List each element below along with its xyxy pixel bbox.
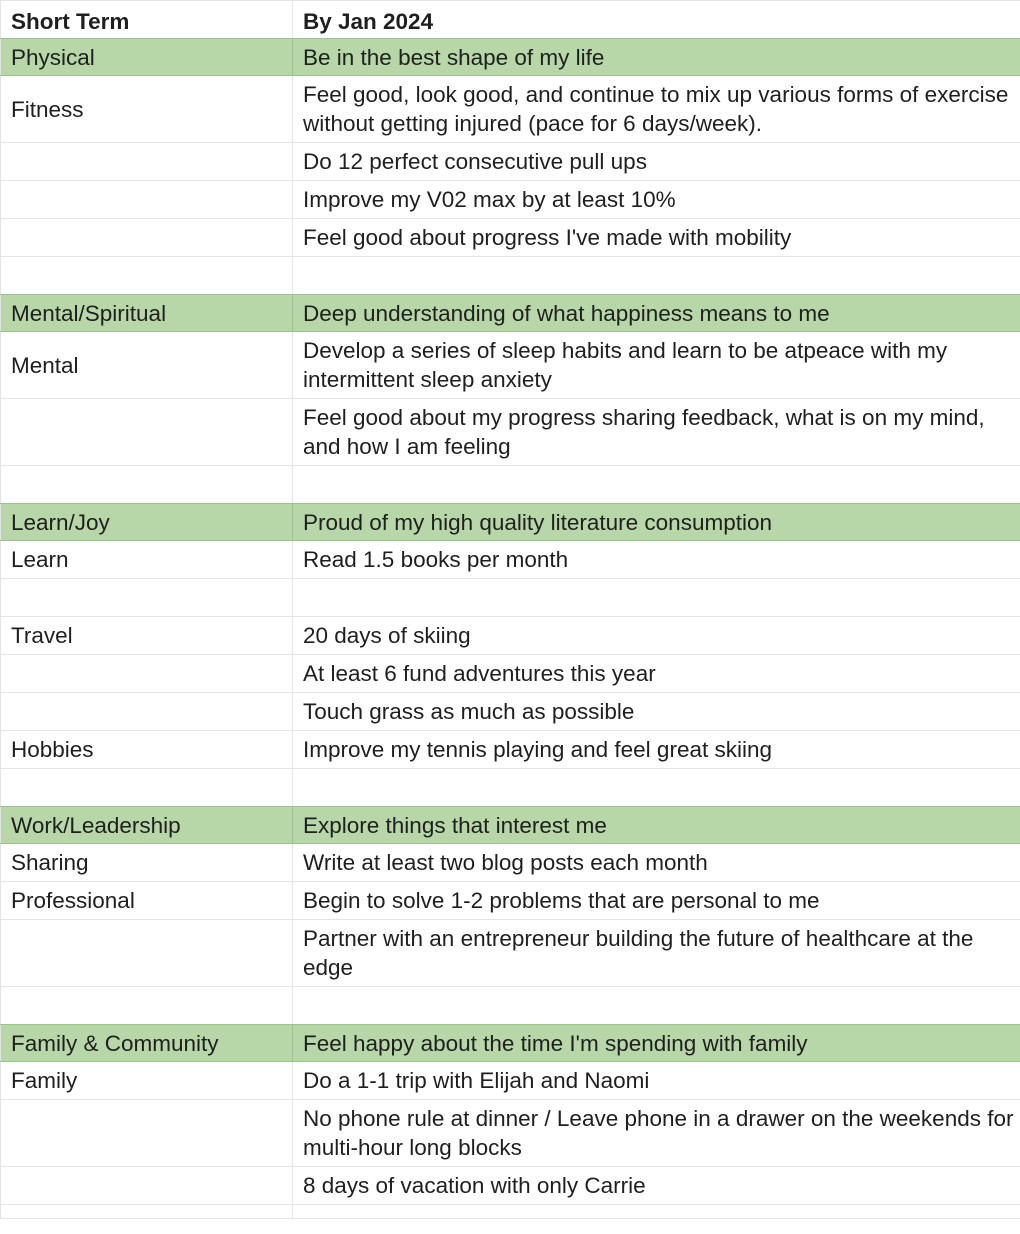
category-cell[interactable]: Family [0,1062,293,1099]
blank-row [0,769,1020,807]
goal-cell[interactable]: Do 12 perfect consecutive pull ups [303,149,647,174]
empty-cell[interactable] [293,1205,1020,1218]
empty-cell[interactable] [0,1205,293,1218]
table-row [0,693,1020,731]
goal-cell[interactable]: Do a 1-1 trip with Elijah and Naomi [303,1068,650,1093]
category-cell[interactable]: Fitness [0,76,293,142]
table-row [0,920,1020,987]
goal-cell[interactable]: Be in the best shape of my life [303,44,605,70]
goal-cell[interactable]: 20 days of skiing [303,623,471,648]
category-cell[interactable]: Professional [0,882,293,919]
category-cell[interactable]: Mental/Spiritual [0,295,293,331]
category-cell[interactable] [0,1100,293,1166]
goal-cell[interactable]: Deep understanding of what happiness means to me [303,300,830,326]
blank-row [0,1205,1020,1219]
category-cell[interactable] [0,920,293,986]
goal-cell[interactable] [293,257,1020,294]
goal-cell[interactable]: Feel good about progress I've made with mobility [303,225,792,250]
table-row [0,1062,1020,1100]
table-row [0,731,1020,769]
section-row-family-community [0,1024,1020,1062]
table-row [0,332,1020,399]
category-cell[interactable] [0,987,293,1024]
table-row [0,76,1020,143]
category-cell[interactable]: Hobbies [0,731,293,768]
category-cell[interactable] [0,769,293,806]
goal-cell[interactable]: Begin to solve 1-2 problems that are personal to me [303,888,820,913]
section-row-work-leadership [0,806,1020,844]
goal-cell[interactable] [293,466,1020,503]
category-cell[interactable]: Travel [0,617,293,654]
table-row [0,1167,1020,1205]
header-cell-by-jan-2024[interactable]: By Jan 2024 [303,9,434,34]
category-cell[interactable] [0,399,293,465]
goal-cell[interactable]: No phone rule at dinner / Leave phone in a drawer on the weekends for multi-hour long blocks [303,1106,1020,1160]
category-cell[interactable]: Mental [0,332,293,398]
section-row-mental-spiritual [0,294,1020,332]
goal-cell[interactable]: Read 1.5 books per month [303,547,569,572]
goal-cell[interactable]: Develop a series of sleep habits and learn to be atpeace with my intermittent sleep anxiety [303,338,954,392]
table-row [0,219,1020,257]
section-row-physical [0,38,1020,76]
section-row-learn-joy [0,503,1020,541]
category-cell[interactable]: Learn [0,541,293,578]
table-row [0,541,1020,579]
goal-cell[interactable]: Feel happy about the time I'm spending with family [303,1030,808,1056]
blank-row [0,466,1020,504]
category-cell[interactable] [0,579,293,616]
goal-cell[interactable]: Feel good, look good, and continue to mix up various forms of exercise without getting injured (pace for 6 days/week). [303,82,1015,136]
header-cell-short-term[interactable]: Short Term [0,1,293,38]
goal-cell[interactable] [293,579,1020,616]
goal-cell[interactable]: Proud of my high quality literature consumption [303,509,772,535]
table-row [0,844,1020,882]
category-cell[interactable] [0,219,293,256]
category-cell[interactable] [0,693,293,730]
goal-cell[interactable]: Improve my tennis playing and feel great skiing [303,737,772,762]
goal-cell[interactable] [293,769,1020,806]
category-cell[interactable]: Physical [0,39,293,75]
goal-cell[interactable]: At least 6 fund adventures this year [303,661,656,686]
header-row [0,1,1020,39]
category-cell[interactable] [0,466,293,503]
category-cell[interactable] [0,257,293,294]
goal-cell[interactable]: Partner with an entrepreneur building the future of healthcare at the edge [303,926,980,980]
category-cell[interactable]: Work/Leadership [0,807,293,843]
goal-cell[interactable]: 8 days of vacation with only Carrie [303,1173,646,1198]
blank-row [0,257,1020,295]
blank-row [0,579,1020,617]
category-cell[interactable]: Sharing [0,844,293,881]
goal-cell[interactable]: Touch grass as much as possible [303,699,635,724]
category-cell[interactable] [0,181,293,218]
goal-cell[interactable]: Feel good about my progress sharing feedback, what is on my mind, and how I am feeling [303,405,991,459]
goal-cell[interactable]: Write at least two blog posts each month [303,850,708,875]
table-row [0,1100,1020,1167]
table-row [0,617,1020,655]
category-cell[interactable]: Family & Community [0,1025,293,1061]
table-row [0,655,1020,693]
goal-cell[interactable]: Explore things that interest me [303,812,607,838]
table-row [0,143,1020,181]
category-cell[interactable] [0,143,293,180]
goal-cell[interactable]: Improve my V02 max by at least 10% [303,187,676,212]
table-row [0,882,1020,920]
table-row [0,399,1020,466]
goal-cell[interactable] [293,987,1020,1024]
category-cell[interactable]: Learn/Joy [0,504,293,540]
table-row [0,181,1020,219]
category-cell[interactable] [0,655,293,692]
category-cell[interactable] [0,1167,293,1204]
blank-row [0,987,1020,1025]
